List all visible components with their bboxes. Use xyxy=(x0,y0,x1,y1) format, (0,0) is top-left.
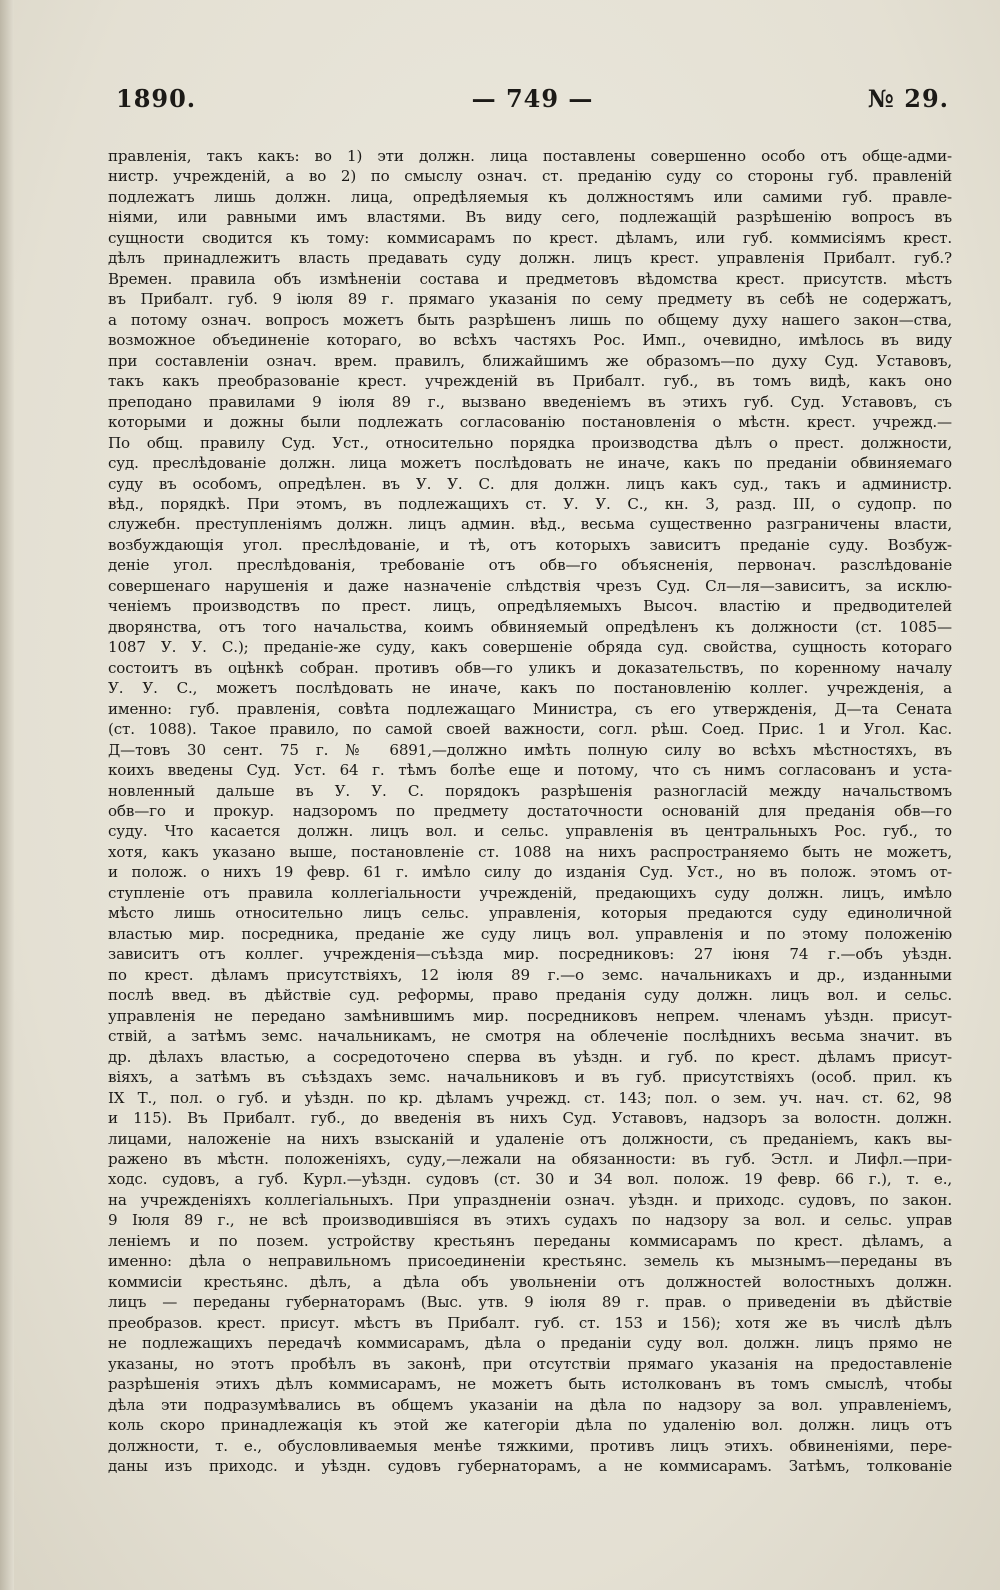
text-line: ходс. судовъ, а губ. Курл.—уѣздн. судовъ (ст. 30 и 34 вол. полож. 19 февр. 66 г.), т. е., xyxy=(108,1170,952,1189)
text-line: въ Прибалт. губ. 9 іюля 89 г. прямаго указанія по сему предмету въ себѣ не содержатъ, xyxy=(108,290,952,309)
header-issue-number: № 29. xyxy=(867,84,949,113)
text-line: по крест. дѣламъ присутствіяхъ, 12 іюля 89 г.—о земс. начальникахъ и др., изданными xyxy=(108,965,952,984)
text-line: на учрежденіяхъ коллегіальныхъ. При упраздненіи означ. уѣздн. и приходс. судовъ, по закон. xyxy=(108,1190,952,1209)
text-line: служебн. преступленіямъ должн. лицъ админ. вѣд., весьма существенно разграничены власти, xyxy=(108,515,952,534)
text-line: 1087 У. У. С.); преданіе-же суду, какъ совершеніе обряда суд. свойства, сущность котораго xyxy=(108,638,952,657)
text-line: должности, т. е., обусловливаемыя менѣе тяжкими, противъ лицъ этихъ. обвиненіями, пере- xyxy=(108,1436,952,1455)
text-line: ражено въ мѣстн. положеніяхъ, суду,—лежали на обязанности: въ губ. Эстл. и Лифл.—при- xyxy=(108,1149,952,1168)
text-line: правленія, такъ какъ: во 1) эти должн. лица поставлены совершенно особо отъ обще-адми- xyxy=(108,147,952,165)
text-line: управленія не передано замѣнившимъ мир. посредниковъ непрем. членамъ уѣздн. присут- xyxy=(108,1006,952,1025)
text-line: подлежатъ лишь должн. лица, опредѣляемыя къ должностямъ или самими губ. правле- xyxy=(108,187,952,206)
text-line: нистр. учрежденій, а во 2) по смыслу означ. ст. преданію суду со стороны губ. правленій xyxy=(108,167,952,186)
text-line: 9 Іюля 89 г., не всѣ производившіяся въ этихъ судахъ по надзору за вол. и сельс. управ xyxy=(108,1211,952,1230)
text-line: возможное объединеніе котораго, во всѣхъ частяхъ Рос. Имп., очевидно, имѣлось въ виду xyxy=(108,331,952,350)
text-line: ніями, или равными имъ властями. Въ виду сего, подлежащій разрѣшенію вопросъ въ xyxy=(108,208,952,227)
text-line: властью мир. посредника, преданіе же суду лицъ вол. управленія и по этому положенію xyxy=(108,924,952,943)
text-line: У. У. С., можетъ послѣдовать не иначе, какъ по постановленію коллег. учрежденія, а xyxy=(108,679,952,698)
text-line: хотя, какъ указано выше, постановленіе ст. 1088 на нихъ распространяемо быть не можетъ, xyxy=(108,842,952,861)
text-line: послѣ введ. въ дѣйствіе суд. реформы, право преданія суду должн. лицъ вол. и сельс. xyxy=(108,986,952,1005)
text-line: Д—товъ 30 сент. 75 г. № 6891,—должно имѣть полную силу во всѣхъ мѣстностяхъ, въ xyxy=(108,740,952,759)
header-page-number: — 749 — xyxy=(471,84,594,113)
text-line: Времен. правила объ измѣненіи состава и предметовъ вѣдомства крест. присутств. мѣстъ xyxy=(108,269,952,288)
text-line: мѣсто лишь относительно лицъ сельс. управленія, которыя предаются суду единоличной xyxy=(108,904,952,923)
text-line: суду. Что касается должн. лицъ вол. и сельс. управленія въ центральныхъ Рос. губ., то xyxy=(108,822,952,841)
header-year: 1890. xyxy=(116,84,197,113)
text-line: преподано правилами 9 іюля 89 г., вызвано введеніемъ въ этихъ губ. Суд. Уставовъ, съ xyxy=(108,392,952,411)
text-line: указаны, но этотъ пробѣлъ въ законѣ, при отсутствіи прямаго указанія на предоставленіе xyxy=(108,1354,952,1373)
text-line: віяхъ, а затѣмъ въ съѣздахъ земс. начальниковъ и въ губ. присутствіяхъ (особ. прил. къ xyxy=(108,1068,952,1087)
text-line: леніемъ и по позем. устройству крестьянъ переданы коммисарамъ по крест. дѣламъ, а xyxy=(108,1231,952,1250)
text-line: которыми и дожны были подлежать согласованію постановленія о мѣстн. крест. учрежд.— xyxy=(108,413,952,432)
text-line: деніе угол. преслѣдованія, требованіе отъ обв—го объясненія, первонач. разслѣдованіе xyxy=(108,556,952,575)
text-line: новленный дальше въ У. У. С. порядокъ разрѣшенія разногласій между начальствомъ xyxy=(108,781,952,800)
page-header xyxy=(110,84,955,124)
text-line: суду въ особомъ, опредѣлен. въ У. У. С. для должн. лицъ какъ суд., такъ и администр. xyxy=(108,474,952,493)
text-line: ствій, а затѣмъ земс. начальникамъ, не смотря на облеченіе послѣднихъ весьма значит. въ xyxy=(108,1027,952,1046)
text-line: коммисіи крестьянс. дѣлъ, а дѣла объ увольненіи отъ должностей волостныхъ должн. xyxy=(108,1272,952,1291)
text-line: ступленіе отъ правила коллегіальности учрежденій, предающихъ суду должн. лицъ, имѣло xyxy=(108,883,952,902)
text-line: состоитъ въ оцѣнкѣ собран. противъ обв—го уликъ и доказательствъ, по коренному началу xyxy=(108,658,952,677)
page-fold-shadow xyxy=(0,0,14,1590)
text-line: коль скоро принадлежація къ этой же категоріи дѣла по удаленію вол. должн. лицъ отъ xyxy=(108,1416,952,1435)
text-line: именно: дѣла о неправильномъ присоединеніи крестьянс. земель къ мызнымъ—переданы въ xyxy=(108,1252,952,1271)
text-line: др. дѣлахъ властью, а сосредоточено сперва въ уѣздн. и губ. по крест. дѣламъ присут- xyxy=(108,1047,952,1066)
text-line: сущности сводится къ тому: коммисарамъ по крест. дѣламъ, или губ. коммисіямъ крест. xyxy=(108,228,952,247)
text-line: вѣд., порядкѣ. При этомъ, въ подлежащихъ ст. У. У. С., кн. 3, разд. III, о судопр. по xyxy=(108,494,952,513)
text-line: и 115). Въ Прибалт. губ., до введенія въ нихъ Суд. Уставовъ, надзоръ за волостн. должн. xyxy=(108,1109,952,1128)
text-line: такъ какъ преобразованіе крест. учрежденій въ Прибалт. губ., въ томъ видѣ, какъ оно xyxy=(108,372,952,391)
text-line: зависитъ отъ коллег. учрежденія—съѣзда мир. посредниковъ: 27 іюня 74 г.—объ уѣздн. xyxy=(108,945,952,964)
text-line: при составленіи означ. врем. правилъ, ближайшимъ же образомъ—по духу Суд. Уставовъ, xyxy=(108,351,952,370)
text-line: лицъ — переданы губернаторамъ (Выс. утв. 9 іюля 89 г. прав. о приведеніи въ дѣйствіе xyxy=(108,1293,952,1312)
text-line: не подлежащихъ передачѣ коммисарамъ, дѣла о преданіи суду вол. должн. лицъ прямо не xyxy=(108,1334,952,1353)
text-line: даны изъ приходс. и уѣздн. судовъ губернаторамъ, а не коммисарамъ. Затѣмъ, толкованіе xyxy=(108,1457,952,1475)
text-line: совершенаго нарушенія и даже назначеніе слѣдствія чрезъ Суд. Сл—ля—зависитъ, за исклю- xyxy=(108,576,952,595)
text-line: дѣлъ принадлежитъ власть предавать суду должн. лицъ крест. управленія Прибалт. губ.? xyxy=(108,249,952,268)
text-line: коихъ введены Суд. Уст. 64 г. тѣмъ болѣе еще и потому, что съ нимъ согласованъ и уста- xyxy=(108,761,952,780)
text-line: возбуждающія угол. преслѣдованіе, и тѣ, отъ которыхъ зависитъ преданіе суду. Возбуж- xyxy=(108,535,952,554)
text-line: и полож. о нихъ 19 февр. 61 г. имѣло силу до изданія Суд. Уст., но въ полож. этомъ от- xyxy=(108,863,952,882)
text-line: IX Т., пол. о губ. и уѣздн. по кр. дѣламъ учрежд. ст. 143; пол. о зем. уч. нач. ст. 62, 98 xyxy=(108,1088,952,1107)
text-line: дѣла эти подразумѣвались въ общемъ указаніи на дѣла по надзору за вол. управленіемъ, xyxy=(108,1395,952,1414)
body-text xyxy=(108,146,952,1476)
text-line: преобразов. крест. присут. мѣстъ въ Прибалт. губ. ст. 153 и 156); хотя же въ числѣ дѣлъ xyxy=(108,1313,952,1332)
text-line: а потому означ. вопросъ можетъ быть разрѣшенъ лишь по общему духу нашего закон—ства, xyxy=(108,310,952,329)
text-line: ченіемъ производствъ по прест. лицъ, опредѣляемыхъ Высоч. властію и предводителей xyxy=(108,597,952,616)
text-line: (ст. 1088). Такое правило, по самой своей важности, согл. рѣш. Соед. Прис. 1 и Угол. Кас. xyxy=(108,720,952,739)
text-line: По общ. правилу Суд. Уст., относительно порядка производства дѣлъ о прест. должности, xyxy=(108,433,952,452)
text-line: суд. преслѣдованіе должн. лица можетъ послѣдовать не иначе, какъ по преданіи обвиняемаго xyxy=(108,454,952,473)
text-line: дворянства, отъ того начальства, коимъ обвиняемый опредѣленъ къ должности (ст. 1085— xyxy=(108,617,952,636)
text-line: обв—го и прокур. надзоромъ по предмету достаточности основаній для преданія обв—го xyxy=(108,802,952,820)
text-line: разрѣшенія этихъ дѣлъ коммисарамъ, не можетъ быть истолкованъ въ томъ смыслѣ, чтобы xyxy=(108,1375,952,1394)
text-line: лицами, наложеніе на нихъ взысканій и удаленіе отъ должности, съ преданіемъ, какъ вы- xyxy=(108,1129,952,1148)
text-line: именно: губ. правленія, совѣта подлежащаго Министра, съ его утвержденія, Д—та Сената xyxy=(108,699,952,718)
